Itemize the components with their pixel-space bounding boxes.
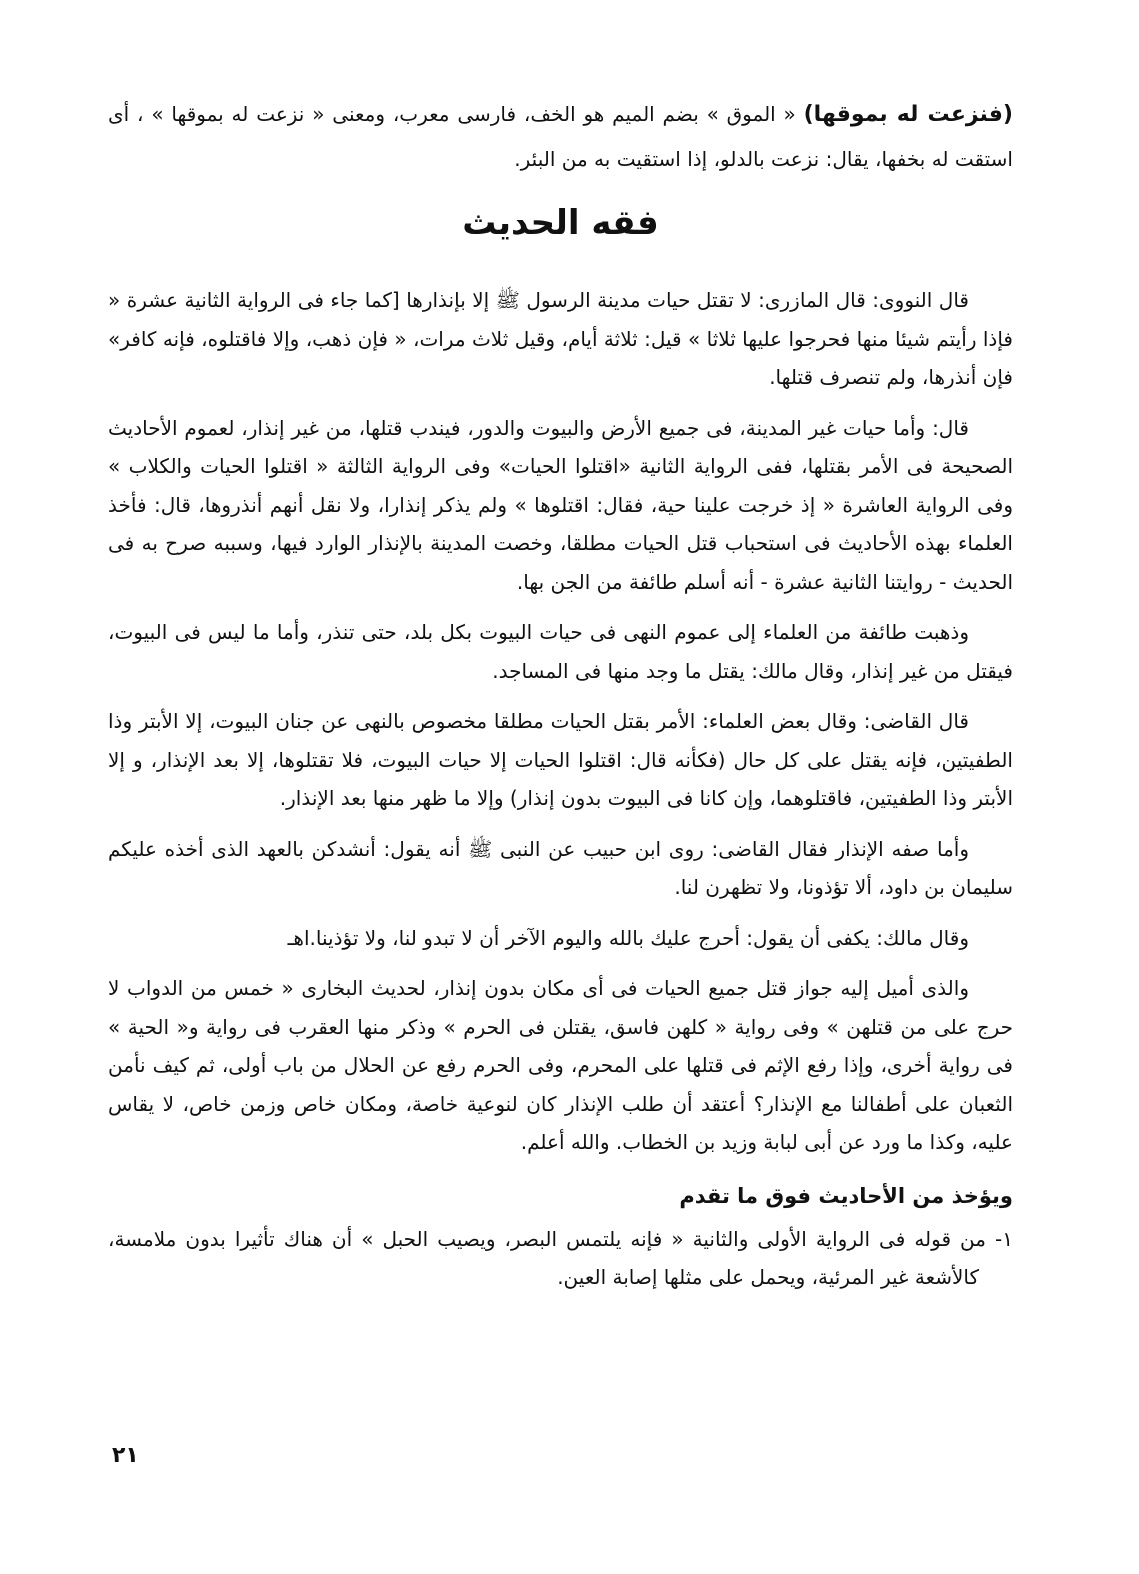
paragraph-scholars-group: وذهبت طائفة من العلماء إلى عموم النهى فى حيات البيوت بكل بلد، حتى تنذر، وأما ما ليس فى البيوت، فيقتل من غير إنذار، وقال مالك: يقتل ما وجد منها فى المساجد. [108, 620, 1013, 683]
paragraph-malik: وقال مالك: يكفى أن يقول: أحرج عليك بالله واليوم الآخر أن لا تبدو لنا، ولا تؤذينا.اهـ [287, 925, 969, 950]
section-title: فقه الحديث [462, 203, 659, 243]
paragraph-warning-form: وأما صفه الإنذار فقال القاضى: روى ابن حبيب عن النبى ﷺ أنه يقول: أنشدكن بالعهد الذى أخذه عليكم سليمان بن داود، ألا تؤذونا، ولا تظهرن لنا. [108, 836, 1013, 899]
page-number: ٢١ [112, 1443, 139, 1468]
intro-text: « الموق » بضم الميم هو الخف، فارسى معرب، ومعنى « نزعت له بموقها » ، أى استقت له بخفها، يقال: نزعت بالدلو، إذا استقيت به من البئر. [108, 102, 1013, 171]
paragraph-other-cities: قال: وأما حيات غير المدينة، فى جميع الأرض والبيوت والدور، فيندب قتلها، من غير إنذار، لعموم الأحاديث الصحيحة فى الأمر بقتلها، ففى الرواية الثانية «اقتلوا الحيات» وفى الرواية الثالثة « اقتلوا الحيات والكلاب » وفى الرواية العاشرة « إذ خرجت علينا حية، فقال: اقتلوها » ولم يذكر إنذارا، ولا نقل أنهم أنذروها، قال: فأخذ العلماء بهذه الأحاديث فى استحباب قتل الحيات مطلقا، وخصت المدينة بالإنذار الوارد فيها، وسببه صرح به فى الحديث - روايتنا الثانية عشرة - أنه أسلم طائفة من الجن بها. [108, 415, 1013, 594]
paragraph-nawawi: قال النووى: قال المازرى: لا تقتل حيات مدينة الرسول ﷺ إلا بإنذارها [كما جاء فى الرواية الثانية عشرة « فإذا رأيتم شيئا منها فحرجوا عليها ثلاثا » قيل: ثلاثة أيام، وقيل ثلاث مرات، « فإن ذهب، وإلا فاقتلوه، فإنه كافر» فإن أنذرها، ولم تنصرف قتلها. [108, 288, 1013, 389]
paragraph-qadi: قال القاضى: وقال بعض العلماء: الأمر بقتل الحيات مطلقا مخصوص بالنهى عن جنان البيوت، إلا الأبتر وذا الطفيتين، فإنه يقتل على كل حال (فكأنه قال: اقتلوا الحيات إلا حيات البيوت، فلا تقتلوها، إلا بعد الإنذار، و إلا الأبتر وذا الطفيتين، فاقتلوهما، وإن كانا فى البيوت بدون إنذار) وإلا ما ظهر منها بعد الإنذار. [108, 709, 1013, 810]
paragraph-author-opinion: والذى أميل إليه جواز قتل جميع الحيات فى أى مكان بدون إنذار، لحديث البخارى « خمس من الدواب لا حرج على من قتلهن » وفى رواية « كلهن فاسق، يقتلن فى الحرم » وذكر منها العقرب فى رواية و« الحية » فى رواية أخرى، وإذا رفع الإثم فى قتلها على المحرم، وفى الحرم رفع عن الحلال من باب أولى، ثم كيف نأمن الثعبان على أطفالنا مع الإنذار؟ أعتقد أن طلب الإنذار كان لنوعية خاصة، ومكان خاص وزمن خاص، لا يقاس عليه، وكذا ما ورد عن أبى لبابة وزيد بن الخطاب. والله أعلم. [108, 976, 1013, 1154]
subheading: ويؤخذ من الأحاديث فوق ما تقدم [679, 1183, 1013, 1208]
page-body [108, 92, 1013, 1297]
point-item: ١- من قوله فى الرواية الأولى والثانية « فإنه يلتمس البصر، ويصيب الحبل » أن هناك تأثيرا بدون ملامسة، كالأشعة غير المرئية، ويحمل على مثلها إصابة العين. [108, 1226, 1013, 1289]
intro-lead: (فنزعت له بموقها) [803, 102, 1013, 127]
intro-paragraph [108, 92, 1013, 181]
